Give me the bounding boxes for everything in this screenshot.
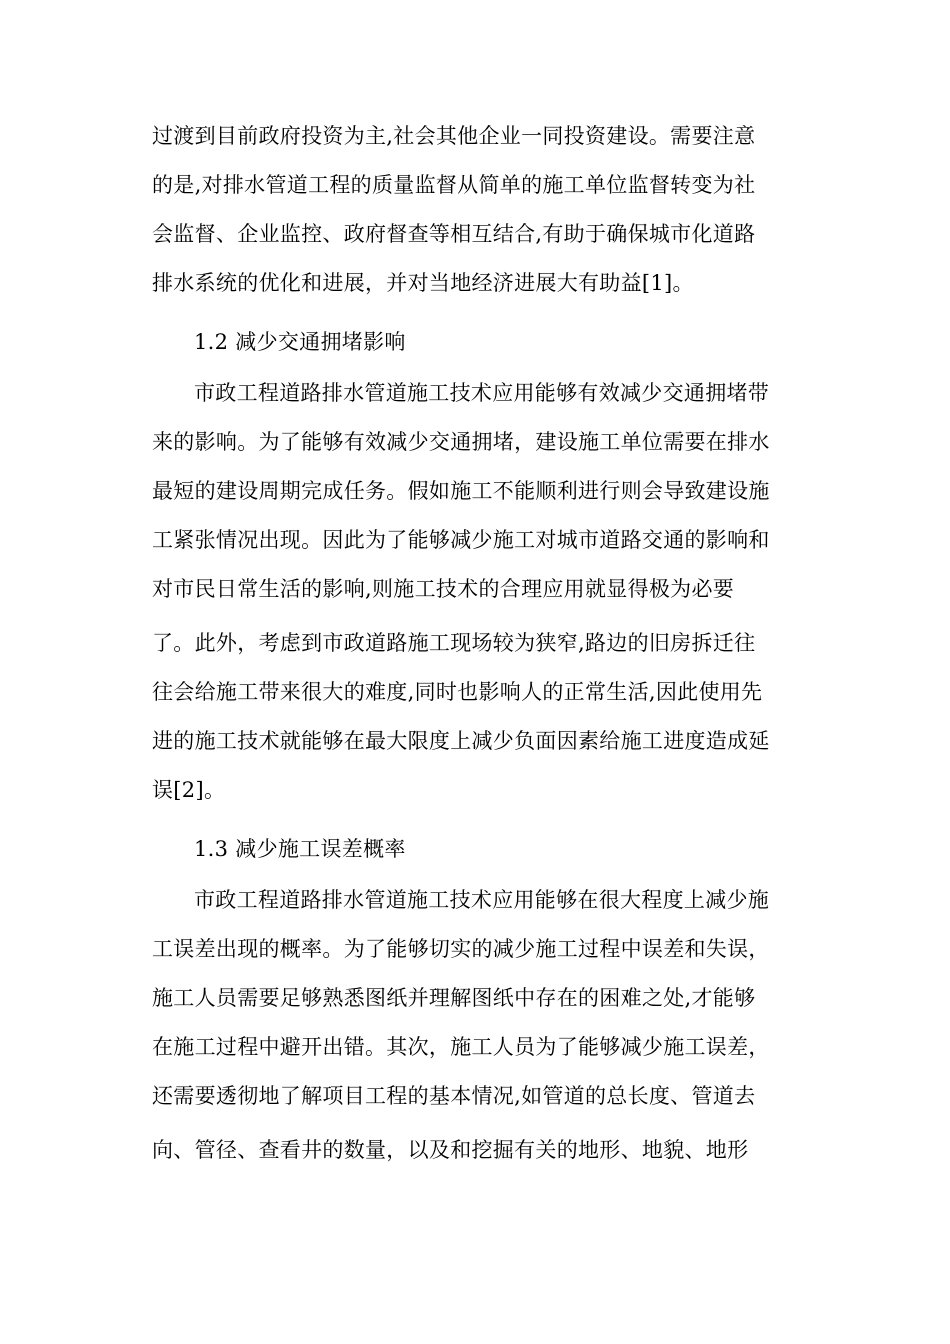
- body-text-line: 排水系统的优化和进展，并对当地经济进展大有助益[1]。: [152, 271, 694, 295]
- body-text-line: 往会给施工带来很大的难度,同时也影响人的正常生活,因此使用先: [152, 680, 763, 704]
- body-text-line: 还需要透彻地了解项目工程的基本情况,如管道的总长度、管道去: [152, 1084, 756, 1108]
- body-text-line: 了。此外，考虑到市政道路施工现场较为狭窄,路边的旧房拆迁往: [152, 631, 756, 655]
- body-text-line: 来的影响。为了能够有效减少交通拥堵，建设施工单位需要在排水: [152, 430, 770, 454]
- body-text-line: 工紧张情况出现。因此为了能够减少施工对城市道路交通的影响和: [152, 528, 770, 552]
- body-text-line: 在施工过程中避开出错。其次，施工人员为了能够减少施工误差，: [152, 1035, 770, 1059]
- body-text-line: 的是,对排水管道工程的质量监督从简单的施工单位监督转变为社: [152, 173, 756, 197]
- body-text-line: 过渡到目前政府投资为主,社会其他企业一同投资建设。需要注意: [152, 124, 756, 148]
- paragraph-first-line: 市政工程道路排水管道施工技术应用能够有效减少交通拥堵带: [194, 381, 770, 405]
- section-heading-1-2: 1.2 减少交通拥堵影响: [194, 330, 406, 354]
- body-text-line: 最短的建设周期完成任务。假如施工不能顺利进行则会导致建设施: [152, 479, 770, 503]
- body-text-line: 向、管径、查看井的数量，以及和挖掘有关的地形、地貌、地形: [152, 1138, 749, 1162]
- body-text-line: 会监督、企业监控、政府督查等相互结合,有助于确保城市化道路: [152, 222, 756, 246]
- body-text-line: 进的施工技术就能够在最大限度上减少负面因素给施工进度造成延: [152, 729, 770, 753]
- body-text-line: 对市民日常生活的影响,则施工技术的合理应用就显得极为必要: [152, 577, 735, 601]
- section-heading-1-3: 1.3 减少施工误差概率: [194, 837, 406, 861]
- body-text-line: 施工人员需要足够熟悉图纸并理解图纸中存在的困难之处,才能够: [152, 986, 756, 1010]
- body-text-line: 工误差出现的概率。为了能够切实的减少施工过程中误差和失误，: [152, 937, 770, 961]
- body-text-line: 误[2]。: [152, 778, 226, 802]
- paragraph-first-line: 市政工程道路排水管道施工技术应用能够在很大程度上减少施: [194, 888, 770, 912]
